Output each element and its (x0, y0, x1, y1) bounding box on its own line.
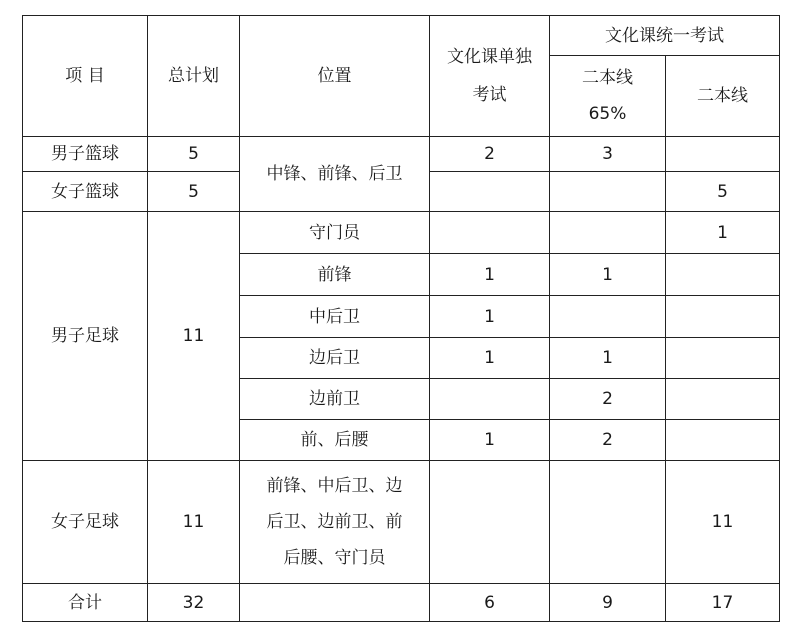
row-mfb-position: 守门员 (240, 212, 430, 254)
row-mfb-single: 1 (430, 338, 550, 379)
row-sum-single: 6 (430, 584, 550, 622)
row-wfb-tier2: 11 (666, 461, 780, 584)
row-mfb-tier2 (666, 296, 780, 338)
row-mfb-single (430, 379, 550, 420)
row-basketball-position: 中锋、前锋、后卫 (240, 137, 430, 212)
enrollment-plan-table (22, 15, 780, 622)
header-tier2-65 (550, 56, 666, 137)
row-mfb-tier2 (666, 338, 780, 379)
table-row (23, 137, 780, 172)
row-mbb-total: 5 (148, 137, 240, 172)
row-mfb-tier2-65 (550, 212, 666, 254)
row-wfb-position-line2: 后卫、边前卫、前 (266, 512, 403, 532)
table-row (23, 461, 780, 584)
row-wfb-item: 女子足球 (23, 461, 148, 584)
row-mfb-position: 中后卫 (240, 296, 430, 338)
row-sum-tier2: 17 (666, 584, 780, 622)
header-culture-unified: 文化课统一考试 (550, 16, 780, 56)
table-row-total (23, 584, 780, 622)
header-tier2: 二本线 (666, 56, 780, 137)
row-mfb-tier2 (666, 254, 780, 296)
row-mfb-single (430, 212, 550, 254)
header-culture-single (430, 16, 550, 137)
row-mfb-tier2 (666, 379, 780, 420)
row-mfb-single: 1 (430, 420, 550, 461)
row-wfb-tier2-65 (550, 461, 666, 584)
row-sum-position (240, 584, 430, 622)
row-mfb-tier2: 1 (666, 212, 780, 254)
row-wbb-tier2-65 (550, 172, 666, 212)
row-wbb-total: 5 (148, 172, 240, 212)
header-position: 位置 (240, 16, 430, 137)
row-sum-tier2-65: 9 (550, 584, 666, 622)
row-wbb-single (430, 172, 550, 212)
row-sum-total: 32 (148, 584, 240, 622)
row-mfb-position: 边前卫 (240, 379, 430, 420)
row-mfb-position: 前锋 (240, 254, 430, 296)
header-tier2-65-line2: 65% (588, 104, 627, 124)
row-mfb-tier2-65: 2 (550, 420, 666, 461)
row-mbb-tier2 (666, 137, 780, 172)
row-mfb-item: 男子足球 (23, 212, 148, 461)
row-mbb-item: 男子篮球 (23, 137, 148, 172)
row-mfb-tier2 (666, 420, 780, 461)
row-mfb-single: 1 (430, 296, 550, 338)
row-sum-item: 合计 (23, 584, 148, 622)
header-culture-single-line2: 考试 (472, 85, 507, 105)
row-wfb-position-line1: 前锋、中后卫、边 (266, 476, 403, 496)
header-total: 总计划 (148, 16, 240, 137)
row-wbb-tier2: 5 (666, 172, 780, 212)
row-mfb-single: 1 (430, 254, 550, 296)
row-wfb-position-line3: 后腰、守门员 (283, 548, 386, 568)
row-wfb-total: 11 (148, 461, 240, 584)
row-mfb-tier2-65 (550, 296, 666, 338)
row-wfb-single (430, 461, 550, 584)
row-mfb-tier2-65: 1 (550, 338, 666, 379)
row-mbb-single: 2 (430, 137, 550, 172)
header-culture-single-line1: 文化课单独 (447, 47, 532, 67)
header-item: 项 目 (23, 16, 148, 137)
row-wfb-position (240, 461, 430, 584)
row-mfb-tier2-65: 2 (550, 379, 666, 420)
header-tier2-65-line1: 二本线 (582, 68, 633, 88)
row-mfb-tier2-65: 1 (550, 254, 666, 296)
row-wbb-item: 女子篮球 (23, 172, 148, 212)
row-mfb-position: 前、后腰 (240, 420, 430, 461)
table-row (23, 212, 780, 254)
row-mfb-position: 边后卫 (240, 338, 430, 379)
row-mbb-tier2-65: 3 (550, 137, 666, 172)
row-mfb-total: 11 (148, 212, 240, 461)
